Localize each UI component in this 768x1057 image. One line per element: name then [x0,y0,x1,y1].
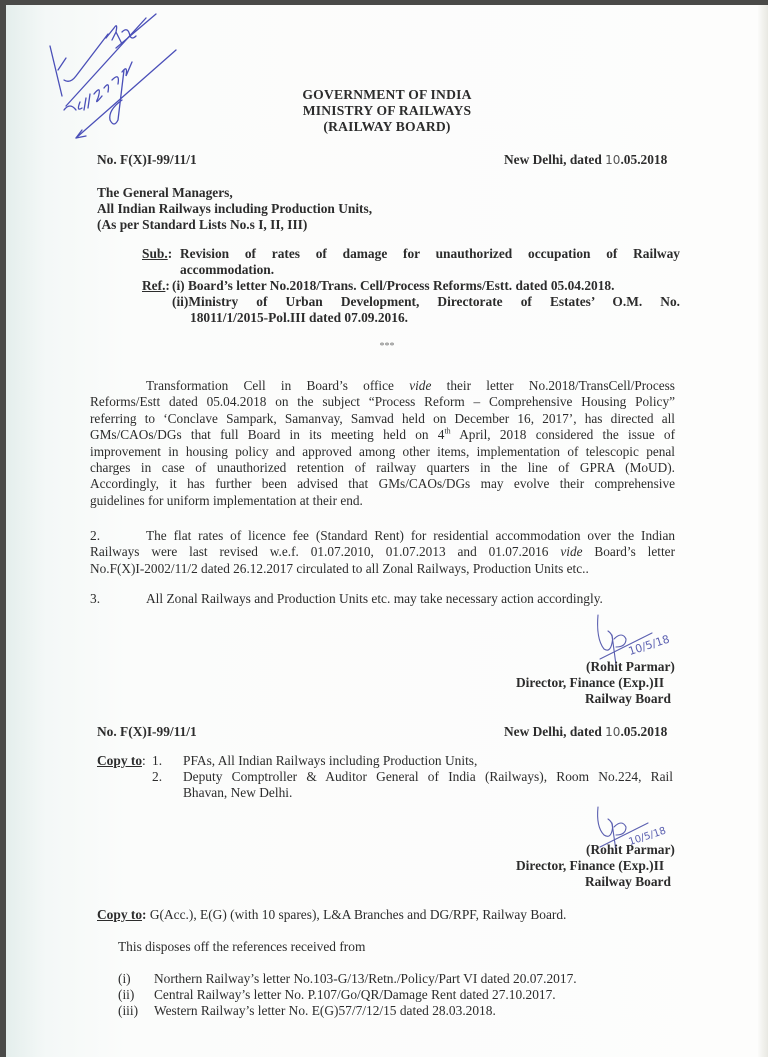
copy-to-recipients: G(Acc.), E(G) (with 10 spares), L&A Branches and DG/RPF, Railway Board. [146,907,567,922]
signatory-office-2: Railway Board [585,874,671,889]
signatory-designation-1: Director, Finance (Exp.)II [516,675,665,690]
letter-number: No. F(X)I-99/11/1 [97,152,197,167]
header-board: (RAILWAY BOARD) [323,119,451,134]
reference-colon: : [165,278,170,293]
text-run: GMs/CAOs/DGs that full Board in its meeting held on 4 [90,427,445,443]
paragraph-1-line: Accordingly, it has further been advised that GMs/CAOs/DGs may evolve their comprehensive [90,476,675,492]
signature-date-1: 10/5/18 [626,632,672,658]
disposal-item-3-number: (iii) [118,1003,139,1018]
disposal-intro: This disposes off the references received from [118,939,366,954]
paragraph-1-line: Reforms/Estt dated 05.04.2018 on the subject “Process Reform – Comprehensive Housing Policy” [90,394,675,410]
disposal-item-3-text: Western Railway’s letter No. E(G)57/7/12/15 dated 28.03.2018. [154,1003,496,1018]
signature-date-2: 10/5/18 [627,825,668,848]
superscript: th [444,426,451,436]
signatory-name-1: (Rohit Parmar) [586,659,675,674]
paragraph-2 [90,528,675,577]
signatory-office-1: Railway Board [585,691,671,706]
copy-to-label-1 [97,753,146,769]
copy-item-2-number: 2. [152,769,163,784]
date-day-handwritten: 10 [605,725,621,739]
addressee-line-2: All Indian Railways including Production Units, [97,201,373,216]
signatory-name-2: (Rohit Parmar) [586,842,675,857]
header-ministry: MINISTRY OF RAILWAYS [302,103,472,118]
date-suffix: .05.2018 [620,152,668,167]
disposal-item-2-number: (ii) [118,987,135,1002]
paragraph-1-line [90,378,675,394]
text-run-italic: vide [560,544,583,560]
text-run-italic: vide [409,378,432,393]
paragraph-1-line: guidelines for uniform implementation at their end. [90,492,363,508]
paragraph-1-line: improvement in housing policy and approved among other items, implementation of telescopic penal [90,443,675,459]
subject-line-2: accommodation. [180,262,275,277]
copy-letter-number: No. F(X)I-99/11/1 [97,724,197,739]
paragraph-1-line: charges in case of unauthorized retention of railway quarters in the line of GPRA (MoUD). [90,459,675,475]
addressee-line-1: The General Managers, [97,185,233,200]
paragraph-3-number: 3. [90,591,101,606]
disposal-item-1-number: (i) [118,971,131,986]
document-page [6,5,768,1057]
reference-label-text: Ref. [142,278,166,293]
copy-item-1-text: PFAs, All Indian Railways including Production Units, [183,753,478,768]
paragraph-1-line: referring to ‘Conclave Sampark, Samanvay, Samvad held on December 16, 2017’, has directed all [90,410,675,426]
disposal-item-1-text: Northern Railway’s letter No.103-G/13/Retn./Policy/Part VI dated 20.07.2017. [154,971,577,986]
copy-to-colon: : [142,753,146,768]
header-government: GOVERNMENT OF INDIA [302,87,472,102]
copy-to-line-2 [97,907,566,923]
paragraph-1 [90,378,675,509]
text-run: their letter No.2018/TransCell/Process [431,378,675,393]
copy-to-label-text: Copy to [97,753,143,768]
date-prefix: New Delhi, dated [504,152,606,167]
reference-item-2-line-2: 18011/1/2015-Pol.III dated 07.09.2016. [190,310,408,325]
paragraph-1-line [90,427,675,443]
subject-colon: : [167,246,173,261]
text-run: Railways were last revised w.e.f. 01.07.2010, 01.07.2013 and 01.07.2016 [90,544,561,560]
text-run: Board’s letter [582,544,675,560]
copy-to-label-text: Copy to [97,907,143,922]
paragraph-2-line: No.F(X)I-2002/11/2 dated 26.12.2017 circulated to all Zonal Railways, Production Units etc.. [90,560,589,576]
date-prefix: New Delhi, dated [504,724,606,739]
subject-label-text: Sub. [142,246,168,261]
addressee-line-3: (As per Standard Lists No.s I, II, III) [97,217,308,232]
letter-date [504,152,667,168]
signatory-designation-2: Director, Finance (Exp.)II [516,858,665,873]
subject-label [142,246,172,262]
paragraph-3-text: All Zonal Railways and Production Units etc. may take necessary action accordingly. [146,591,603,606]
date-day-handwritten: 10 [605,153,621,167]
copy-item-2-line-2: Bhavan, New Delhi. [183,785,293,800]
copy-letter-date [504,724,667,740]
date-suffix: .05.2018 [620,724,668,739]
subject-line-1: Revision of rates of damage for unauthorized occupation of Railway [180,246,680,261]
copy-item-2-line-1: Deputy Comptroller & Auditor General of India (Railways), Room No.224, Rail [183,769,673,784]
reference-label [142,278,170,294]
text-run: April, 2018 considered the issue of [450,427,675,443]
reference-item-1: (i) Board’s letter No.2018/Trans. Cell/Process Reforms/Estt. dated 05.04.2018. [172,278,615,293]
copy-item-1-number: 1. [152,753,163,768]
text-run: Transformation Cell in Board’s office [146,378,410,393]
copy-to-colon: : [142,907,147,922]
paragraph-2-line [90,544,675,560]
disposal-item-2-text: Central Railway’s letter No. P.107/Go/QR/Damage Rent dated 27.10.2017. [154,987,556,1002]
paragraph-2-number: 2. [90,528,101,543]
reference-item-2-line-1: (ii)Ministry of Urban Development, Directorate of Estates’ O.M. No. [172,294,680,309]
separator-stars: *** [379,341,395,352]
paragraph-2-line: The flat rates of licence fee (Standard Rent) for residential accommodation over the Indian [146,528,675,543]
page-edge [758,5,768,1057]
